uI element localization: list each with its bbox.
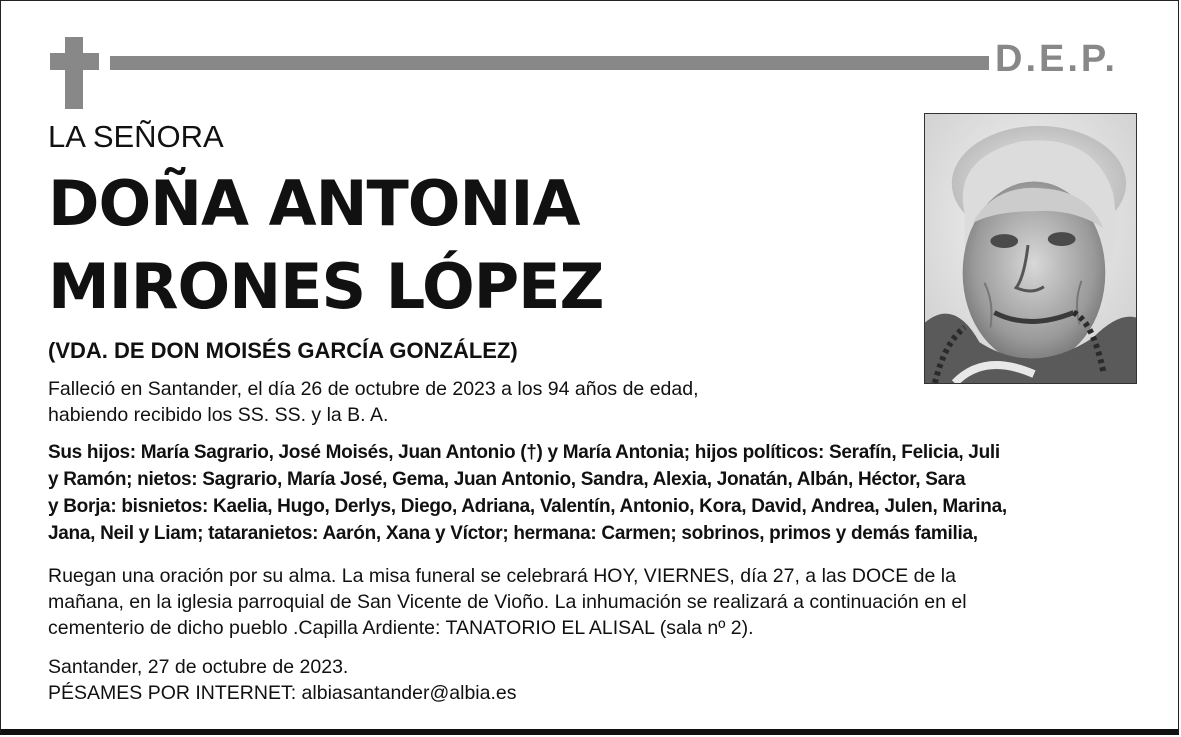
cross-icon xyxy=(65,37,83,109)
family-line: y Borja: bisnietos: Kaelia, Hugo, Derlys, Diego, Adriana, Valentín, Antonio, Kora, David, Andrea, Julen, Marina, xyxy=(48,496,1007,517)
death-line: Falleció en Santander, el día 26 de octubre de 2023 a los 94 años de edad, xyxy=(48,378,699,400)
service-line: mañana, en la iglesia parroquial de San Vicente de Vioño. La inhumación se realizará a continuación en el xyxy=(48,591,967,613)
family-line: Jana, Neil y Liam; tataranietos: Aarón, Xana y Víctor; hermana: Carmen; sobrinos, primos y demás familia, xyxy=(48,523,978,544)
family-paragraph xyxy=(48,439,1128,547)
closing-date: Santander, 27 de octubre de 2023. xyxy=(48,656,349,678)
service-line: Ruegan una oración por su alma. La misa funeral se celebrará HOY, VIERNES, día 27, a las DOCE de la xyxy=(48,565,956,587)
service-paragraph xyxy=(48,563,967,641)
family-line: Sus hijos: María Sagrario, José Moisés, Juan Antonio (†) y María Antonia; hijos políticos: Serafín, Felicia, Juli xyxy=(48,442,1000,463)
family-line: y Ramón; nietos: Sagrario, María José, Gema, Juan Antonio, Sandra, Alexia, Jonatán, Albán, Héctor, Sara xyxy=(48,469,966,490)
header-rule xyxy=(110,56,989,70)
widow-of-line: (VDA. DE DON MOISÉS GARCÍA GONZÁLEZ) xyxy=(48,338,518,363)
deceased-name-line1: DOÑA ANTONIA xyxy=(48,167,580,240)
condolences-line: PÉSAMES POR INTERNET: albiasantander@albia.es xyxy=(48,682,517,704)
cross-icon-arm xyxy=(50,53,99,70)
deceased-name-line2: MIRONES LÓPEZ xyxy=(48,250,604,323)
dep-heading: D.E.P. xyxy=(995,38,1118,80)
death-paragraph xyxy=(48,376,699,428)
closing-paragraph xyxy=(48,654,517,706)
death-line: habiendo recibido los SS. SS. y la B. A. xyxy=(48,404,389,426)
deceased-portrait-photo xyxy=(924,113,1137,384)
service-line: cementerio de dicho pueblo .Capilla Ardiente: TANATORIO EL ALISAL (sala nº 2). xyxy=(48,617,754,639)
title-intro: LA SEÑORA xyxy=(48,119,224,154)
